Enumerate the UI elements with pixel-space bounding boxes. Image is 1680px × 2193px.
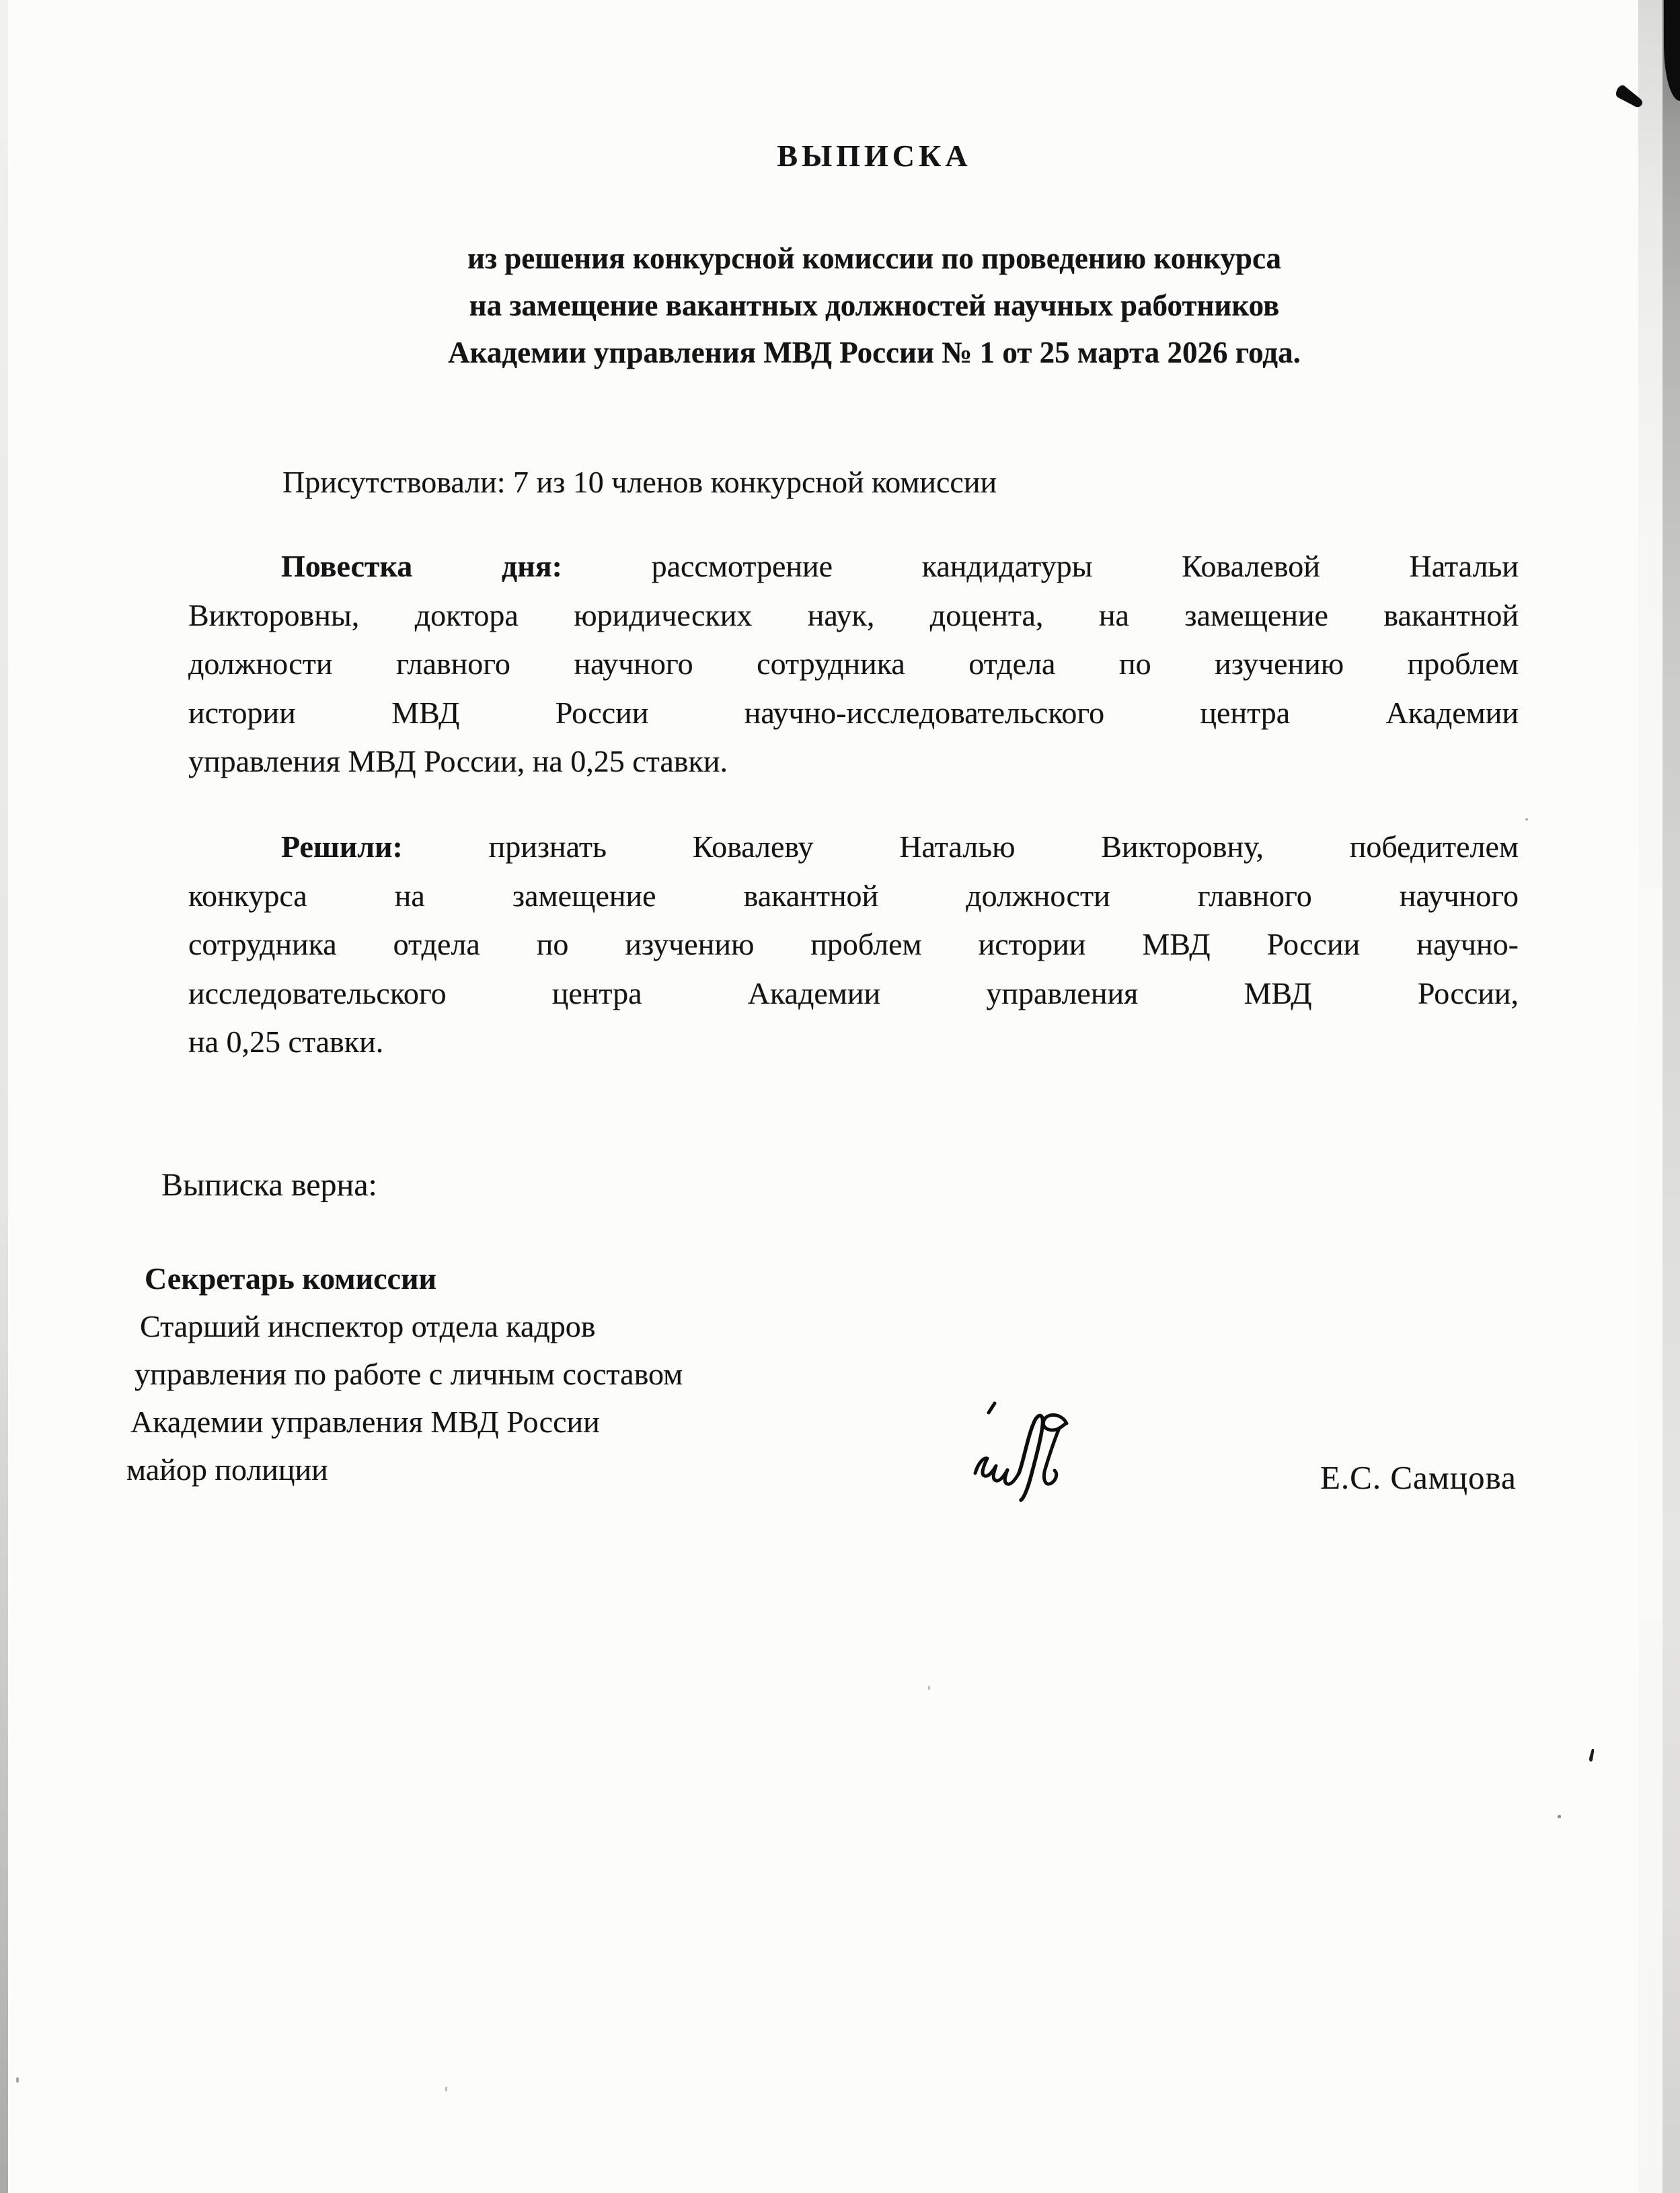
agenda-line: должности главного научного сотрудника отдела по изучению проблем (188, 646, 1519, 681)
decision-line: исследовательского центра Академии управления МВД России, (188, 975, 1519, 1010)
handwritten-signature (968, 1398, 1090, 1519)
signatory-role-line: управления по работе с личным составом (135, 1357, 683, 1391)
document-title: ВЫПИСКА (777, 139, 972, 173)
ink-speck (445, 2087, 447, 2091)
decision-label: Решили: (281, 829, 403, 864)
signatory-role-line: Академии управления МВД России (130, 1405, 600, 1439)
agenda-line: Викторовны, доктора юридических наук, доцента, на замещение вакантной (188, 597, 1519, 632)
ink-speck (928, 1686, 930, 1690)
ink-mark-icon (1614, 83, 1646, 113)
agenda-label: Повестка дня: (281, 549, 562, 583)
certification-line: Выписка верна: (161, 1167, 377, 1203)
scan-edge-shadow-right-soft (1638, 0, 1663, 2193)
signatory-role-title: Секретарь комиссии (145, 1261, 436, 1296)
agenda-line-text: рассмотрение кандидатуры Ковалевой Натальи (651, 549, 1519, 583)
signatory-role-line: Старший инспектор отдела кадров (140, 1309, 596, 1343)
ink-speck (16, 2077, 19, 2083)
agenda-paragraph (188, 542, 1519, 786)
ink-speck (1525, 818, 1528, 821)
ink-speck-icon (1587, 1748, 1598, 1764)
decision-line: конкурса на замещение вакантной должности главного научного (188, 878, 1519, 913)
agenda-line (188, 542, 1519, 591)
decision-paragraph (188, 823, 1519, 1067)
attendance-line: Присутствовали: 7 из 10 членов конкурсной комиссии (282, 465, 997, 499)
document-subtitle (215, 235, 1533, 376)
subtitle-line: на замещение вакантных должностей научных работников (469, 289, 1280, 322)
subtitle-line: Академии управления МВД России № 1 от 25 марта 2026 года. (448, 336, 1301, 369)
subtitle-line: из решения конкурсной комиссии по проведению конкурса (467, 241, 1281, 275)
decision-line: на 0,25 ставки. (188, 1025, 384, 1059)
agenda-line: истории МВД России научно-исследовательского центра Академии (188, 695, 1519, 730)
decision-line-text: признать Ковалеву Наталью Викторовну, победителем (488, 829, 1519, 864)
scan-edge-shadow-left (0, 0, 8, 2193)
signatory-name: Е.С. Самцова (1320, 1459, 1517, 1496)
decision-line: сотрудника отдела по изучению проблем истории МВД России научно- (188, 927, 1519, 961)
signatory-role-line: майор полиции (126, 1452, 328, 1487)
decision-line (188, 823, 1519, 872)
ink-speck (1558, 1815, 1561, 1818)
agenda-line: управления МВД России, на 0,25 ставки. (188, 744, 728, 778)
scan-edge-shadow-right (1663, 0, 1680, 2193)
